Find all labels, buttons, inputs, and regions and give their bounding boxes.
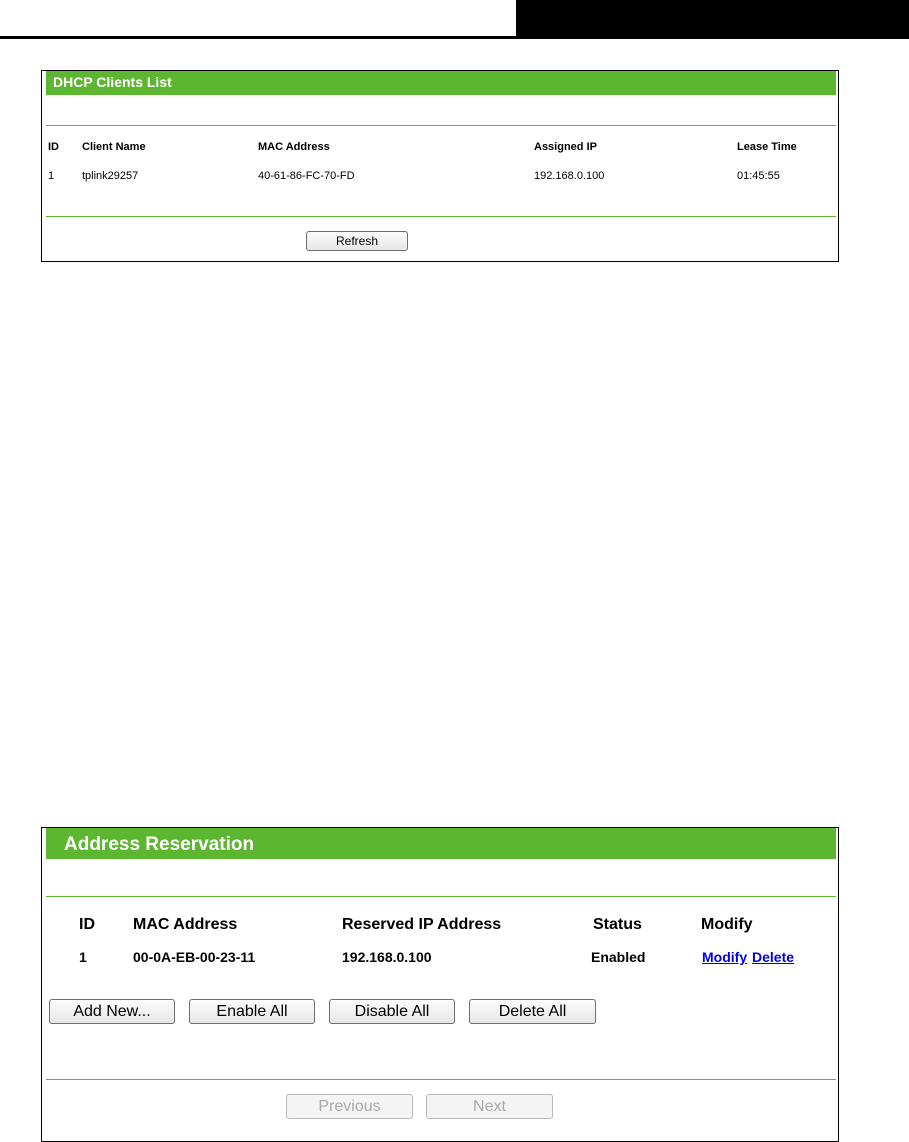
column-header-reserved-ip: Reserved IP Address [342,916,502,933]
dhcp-clients-panel [41,70,839,262]
cell-client-name: tplink29257 [82,170,139,182]
column-header-id: ID [48,141,59,153]
modify-link[interactable]: Modify [702,949,748,965]
column-header-modify: Modify [701,916,753,933]
column-header-assigned-ip: Assigned IP [534,141,597,153]
divider [46,125,836,126]
column-header-client-name: Client Name [82,141,146,153]
dhcp-clients-title: DHCP Clients List [53,74,172,90]
column-header-id: ID [79,916,95,933]
add-new-button[interactable]: Add New... [49,999,175,1024]
address-reservation-title: Address Reservation [64,834,255,855]
cell-status: Enabled [591,949,646,965]
delete-link[interactable]: Delete [752,949,795,965]
cell-lease-time: 01:45:55 [737,170,780,182]
divider [46,1079,836,1080]
cell-reserved-ip: 192.168.0.100 [342,949,432,965]
cell-assigned-ip: 192.168.0.100 [534,170,605,182]
refresh-button[interactable]: Refresh [306,231,408,251]
next-button[interactable]: Next [426,1094,553,1119]
cell-id: 1 [48,170,55,182]
column-header-mac-address: MAC Address [258,141,330,153]
column-header-status: Status [593,916,642,933]
column-header-mac-address: MAC Address [133,916,238,933]
address-reservation-panel [41,827,839,1142]
cell-id: 1 [79,949,87,965]
document-header-block [516,0,909,39]
previous-button[interactable]: Previous [286,1094,413,1119]
cell-mac-address: 40-61-86-FC-70-FD [258,170,355,182]
delete-all-button[interactable]: Delete All [469,999,596,1024]
column-header-lease-time: Lease Time [737,141,797,153]
enable-all-button[interactable]: Enable All [189,999,315,1024]
cell-mac-address: 00-0A-EB-00-23-11 [133,949,256,965]
divider [46,216,836,217]
disable-all-button[interactable]: Disable All [329,999,455,1024]
divider [46,896,836,897]
